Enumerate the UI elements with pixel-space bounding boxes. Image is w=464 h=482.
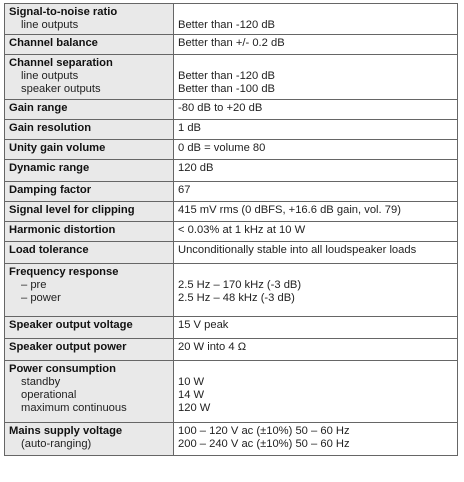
spec-value: 67 bbox=[178, 184, 191, 196]
spec-label-cell bbox=[5, 120, 174, 140]
spec-row bbox=[5, 35, 458, 55]
spec-label: Frequency response bbox=[9, 266, 119, 278]
spec-label-cell bbox=[5, 222, 174, 242]
spec-value-cell bbox=[174, 423, 458, 456]
spec-value: < 0.03% at 1 kHz at 10 W bbox=[178, 224, 306, 236]
spec-value: 200 – 240 V ac (±10%) 50 – 60 Hz bbox=[178, 438, 350, 450]
spec-label: Speaker output power bbox=[9, 341, 127, 353]
spec-label: Harmonic distortion bbox=[9, 224, 116, 236]
spec-value: 20 W into 4 Ω bbox=[178, 341, 247, 353]
spec-label-cell bbox=[5, 35, 174, 55]
spec-value: 100 – 120 V ac (±10%) 50 – 60 Hz bbox=[178, 425, 350, 437]
spec-label-cell bbox=[5, 317, 174, 339]
spec-value-cell bbox=[174, 4, 458, 35]
spec-row bbox=[5, 140, 458, 160]
spec-label-cell bbox=[5, 339, 174, 361]
spec-label: Speaker output voltage bbox=[9, 319, 133, 331]
spec-sublabel: standby bbox=[21, 376, 61, 388]
spec-value: Better than -120 dB bbox=[178, 19, 276, 31]
spec-label: Dynamic range bbox=[9, 162, 90, 174]
spec-sublabel: line outputs bbox=[21, 70, 79, 82]
spec-value-cell bbox=[174, 361, 458, 423]
spec-sublabel: speaker outputs bbox=[21, 83, 101, 95]
spec-label-cell bbox=[5, 182, 174, 202]
spec-label: Load tolerance bbox=[9, 244, 89, 256]
spec-label: Gain range bbox=[9, 102, 68, 114]
spec-row bbox=[5, 100, 458, 120]
spec-sublabel: (auto-ranging) bbox=[21, 438, 92, 450]
spec-value bbox=[178, 57, 453, 70]
spec-value: 415 mV rms (0 dBFS, +16.6 dB gain, vol. 79) bbox=[178, 204, 401, 216]
spec-row bbox=[5, 120, 458, 140]
spec-sublabel: line outputs bbox=[21, 19, 79, 31]
spec-value-cell bbox=[174, 160, 458, 182]
spec-value-cell bbox=[174, 222, 458, 242]
spec-value: Better than -120 dB bbox=[178, 70, 276, 82]
spec-label: Unity gain volume bbox=[9, 142, 106, 154]
spec-label-cell bbox=[5, 55, 174, 100]
spec-label-cell bbox=[5, 160, 174, 182]
spec-label-cell bbox=[5, 423, 174, 456]
spec-value: Better than +/- 0.2 dB bbox=[178, 37, 285, 49]
spec-label-cell bbox=[5, 140, 174, 160]
spec-label: Signal level for clipping bbox=[9, 204, 135, 216]
spec-value-cell bbox=[174, 264, 458, 317]
spec-value: 2.5 Hz – 170 kHz (-3 dB) bbox=[178, 279, 302, 291]
spec-value-cell bbox=[174, 100, 458, 120]
spec-value-cell bbox=[174, 120, 458, 140]
spec-value: 0 dB = volume 80 bbox=[178, 142, 266, 154]
spec-row bbox=[5, 55, 458, 100]
spec-value-cell bbox=[174, 55, 458, 100]
spec-value-cell bbox=[174, 140, 458, 160]
spec-sublabel: – power bbox=[21, 292, 61, 304]
spec-row bbox=[5, 339, 458, 361]
spec-row bbox=[5, 202, 458, 222]
spec-label-cell bbox=[5, 4, 174, 35]
spec-value bbox=[178, 266, 453, 279]
spec-value: 15 V peak bbox=[178, 319, 229, 331]
spec-row bbox=[5, 361, 458, 423]
spec-label-cell bbox=[5, 264, 174, 317]
spec-value-cell bbox=[174, 339, 458, 361]
spec-label: Channel separation bbox=[9, 57, 113, 69]
spec-value: 10 W bbox=[178, 376, 205, 388]
spec-label: Mains supply voltage bbox=[9, 425, 123, 437]
spec-value: -80 dB to +20 dB bbox=[178, 102, 263, 114]
spec-value bbox=[178, 6, 453, 19]
spec-row bbox=[5, 242, 458, 264]
spec-row bbox=[5, 4, 458, 35]
spec-value: 120 W bbox=[178, 402, 211, 414]
spec-value-cell bbox=[174, 317, 458, 339]
spec-value: Better than -100 dB bbox=[178, 83, 276, 95]
spec-label-cell bbox=[5, 100, 174, 120]
spec-label: Channel balance bbox=[9, 37, 98, 49]
spec-value-cell bbox=[174, 202, 458, 222]
spec-label-cell bbox=[5, 242, 174, 264]
spec-row bbox=[5, 222, 458, 242]
spec-sublabel: operational bbox=[21, 389, 77, 401]
spec-label: Damping factor bbox=[9, 184, 92, 196]
specifications-table-body bbox=[5, 4, 458, 456]
spec-label: Signal-to-noise ratio bbox=[9, 6, 118, 18]
spec-label: Gain resolution bbox=[9, 122, 92, 134]
spec-value-cell bbox=[174, 242, 458, 264]
spec-value-cell bbox=[174, 182, 458, 202]
spec-row bbox=[5, 423, 458, 456]
spec-row bbox=[5, 317, 458, 339]
spec-value: 1 dB bbox=[178, 122, 202, 134]
spec-value: 2.5 Hz – 48 kHz (-3 dB) bbox=[178, 292, 295, 304]
spec-row bbox=[5, 264, 458, 317]
spec-sublabel: maximum continuous bbox=[21, 402, 127, 414]
spec-row bbox=[5, 182, 458, 202]
spec-value-cell bbox=[174, 35, 458, 55]
specifications-table bbox=[4, 3, 458, 456]
spec-label-cell bbox=[5, 202, 174, 222]
spec-value: 120 dB bbox=[178, 162, 214, 174]
spec-label-cell bbox=[5, 361, 174, 423]
spec-value bbox=[178, 363, 453, 376]
spec-row bbox=[5, 160, 458, 182]
spec-sublabel: – pre bbox=[21, 279, 47, 291]
spec-label: Power consumption bbox=[9, 363, 116, 375]
spec-value: 14 W bbox=[178, 389, 205, 401]
spec-value: Unconditionally stable into all loudspeaker loads bbox=[178, 244, 417, 256]
